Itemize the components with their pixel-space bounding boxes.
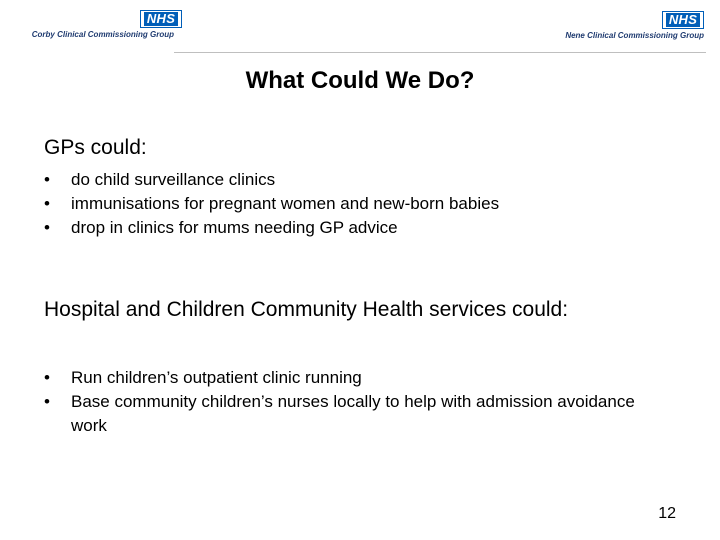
bullet-icon: • <box>44 392 50 411</box>
hospital-heading: Hospital and Children Community Health services could: <box>44 298 569 321</box>
list-item-text: do child surveillance clinics <box>71 170 276 189</box>
slide-title: What Could We Do? <box>245 67 475 94</box>
corby-ccg-name: Corby Clinical Commissioning Group <box>31 30 174 39</box>
gps-heading: GPs could: <box>44 136 147 159</box>
nhs-badge: NHS <box>140 10 182 28</box>
hospital-list <box>44 366 644 438</box>
bullet-icon: • <box>44 170 50 189</box>
header-divider <box>174 52 706 53</box>
bullet-icon: • <box>44 218 50 237</box>
page-number: 12 <box>658 505 676 522</box>
gps-list <box>44 168 684 240</box>
list-item-text: Run children’s outpatient clinic running <box>71 368 362 387</box>
nene-ccg-logo <box>548 11 706 45</box>
bullet-icon: • <box>44 194 50 213</box>
list-item <box>44 390 644 438</box>
list-item-text: immunisations for pregnant women and new-born babies <box>71 194 500 213</box>
corby-ccg-logo <box>14 10 174 44</box>
list-item-text: drop in clinics for mums needing GP advice <box>71 218 398 237</box>
list-item <box>44 192 684 216</box>
list-item <box>44 168 684 192</box>
list-item <box>44 366 644 390</box>
list-item <box>44 216 684 240</box>
nene-ccg-name: Nene Clinical Commissioning Group <box>565 31 704 40</box>
nhs-badge: NHS <box>662 11 704 29</box>
bullet-icon: • <box>44 368 50 387</box>
list-item-text: Base community children’s nurses locally to help with admission avoidance work <box>71 392 635 435</box>
